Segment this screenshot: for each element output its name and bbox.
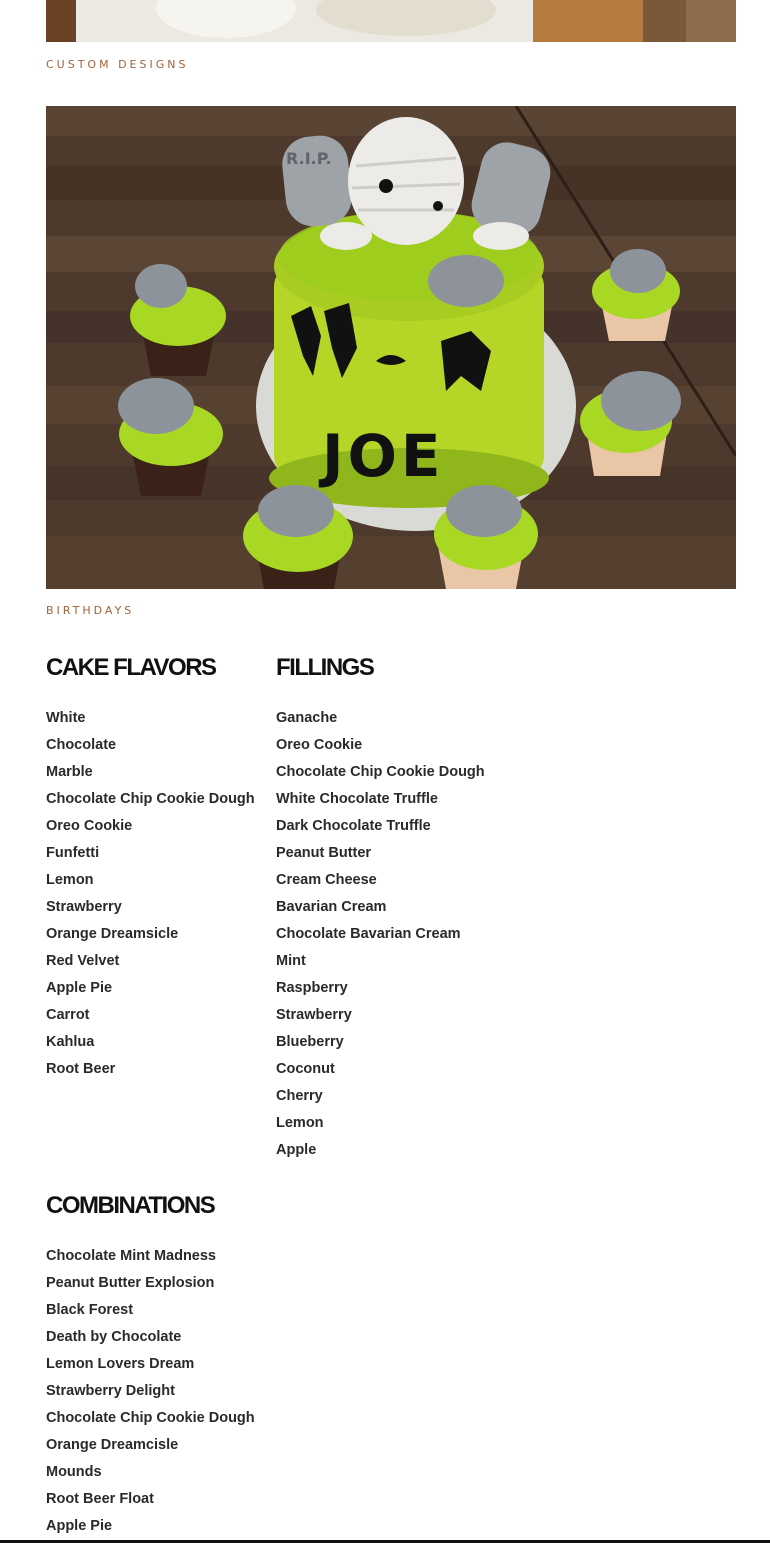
filling-item: Oreo Cookie <box>276 737 363 753</box>
cake-flavor-item: Red Velvet <box>46 953 120 969</box>
cake-flavor-item: Chocolate Chip Cookie Dough <box>46 791 255 807</box>
cake-flavor-item: Orange Dreamsicle <box>46 926 179 942</box>
cake-flavors-title: CAKE FLAVORS <box>46 654 216 681</box>
caption-custom-designs: CUSTOM DESIGNS <box>46 58 189 71</box>
combination-item: Peanut Butter Explosion <box>46 1275 215 1291</box>
cake-flavor-item: Carrot <box>46 1007 90 1023</box>
tombstone-text: R.I.P. <box>286 149 332 168</box>
birthday-cake-photo-graphic <box>46 106 736 589</box>
fillings-title: FILLINGS <box>276 654 374 681</box>
cake-letters: JOE <box>322 422 445 490</box>
combination-item: Mounds <box>46 1464 102 1480</box>
filling-item: Strawberry <box>276 1007 352 1023</box>
filling-item: Apple <box>276 1142 317 1158</box>
filling-item: Raspberry <box>276 980 348 996</box>
combinations-title: COMBINATIONS <box>46 1192 215 1219</box>
filling-item: Peanut Butter <box>276 845 372 861</box>
filling-item: Blueberry <box>276 1034 344 1050</box>
filling-item: Cherry <box>276 1088 323 1104</box>
custom-designs-photo[interactable] <box>46 0 736 42</box>
combination-item: Chocolate Chip Cookie Dough <box>46 1410 255 1426</box>
cake-flavor-item: Kahlua <box>46 1034 95 1050</box>
filling-item: Ganache <box>276 710 338 726</box>
filling-item: Lemon <box>276 1115 324 1131</box>
filling-item: Chocolate Bavarian Cream <box>276 926 461 942</box>
filling-item: Dark Chocolate Truffle <box>276 818 431 834</box>
cake-flavor-item: White <box>46 710 86 726</box>
cake-flavors-list <box>46 709 255 1087</box>
cake-flavor-item: Marble <box>46 764 93 780</box>
combination-item: Orange Dreamcisle <box>46 1437 179 1453</box>
fillings-list <box>276 709 485 1168</box>
cake-flavor-item: Chocolate <box>46 737 117 753</box>
combination-item: Chocolate Mint Madness <box>46 1248 216 1264</box>
cake-flavor-item: Lemon <box>46 872 94 888</box>
cake-flavor-item: Root Beer <box>46 1061 116 1077</box>
filling-item: Cream Cheese <box>276 872 377 888</box>
combination-item: Black Forest <box>46 1302 134 1318</box>
combinations-list <box>46 1247 255 1544</box>
filling-item: White Chocolate Truffle <box>276 791 438 807</box>
combination-item: Apple Pie <box>46 1518 113 1534</box>
filling-item: Coconut <box>276 1061 335 1077</box>
filling-item: Bavarian Cream <box>276 899 387 915</box>
combination-item: Strawberry Delight <box>46 1383 175 1399</box>
birthday-cake-photo[interactable] <box>46 106 736 589</box>
combination-item: Death by Chocolate <box>46 1329 182 1345</box>
custom-designs-photo-graphic <box>46 0 736 42</box>
combination-item: Lemon Lovers Dream <box>46 1356 195 1372</box>
caption-birthdays: BIRTHDAYS <box>46 604 135 617</box>
cake-flavor-item: Apple Pie <box>46 980 113 996</box>
cake-flavor-item: Oreo Cookie <box>46 818 133 834</box>
cake-flavor-item: Funfetti <box>46 845 100 861</box>
filling-item: Chocolate Chip Cookie Dough <box>276 764 485 780</box>
filling-item: Mint <box>276 953 306 969</box>
combination-item: Root Beer Float <box>46 1491 154 1507</box>
cake-flavor-item: Strawberry <box>46 899 122 915</box>
